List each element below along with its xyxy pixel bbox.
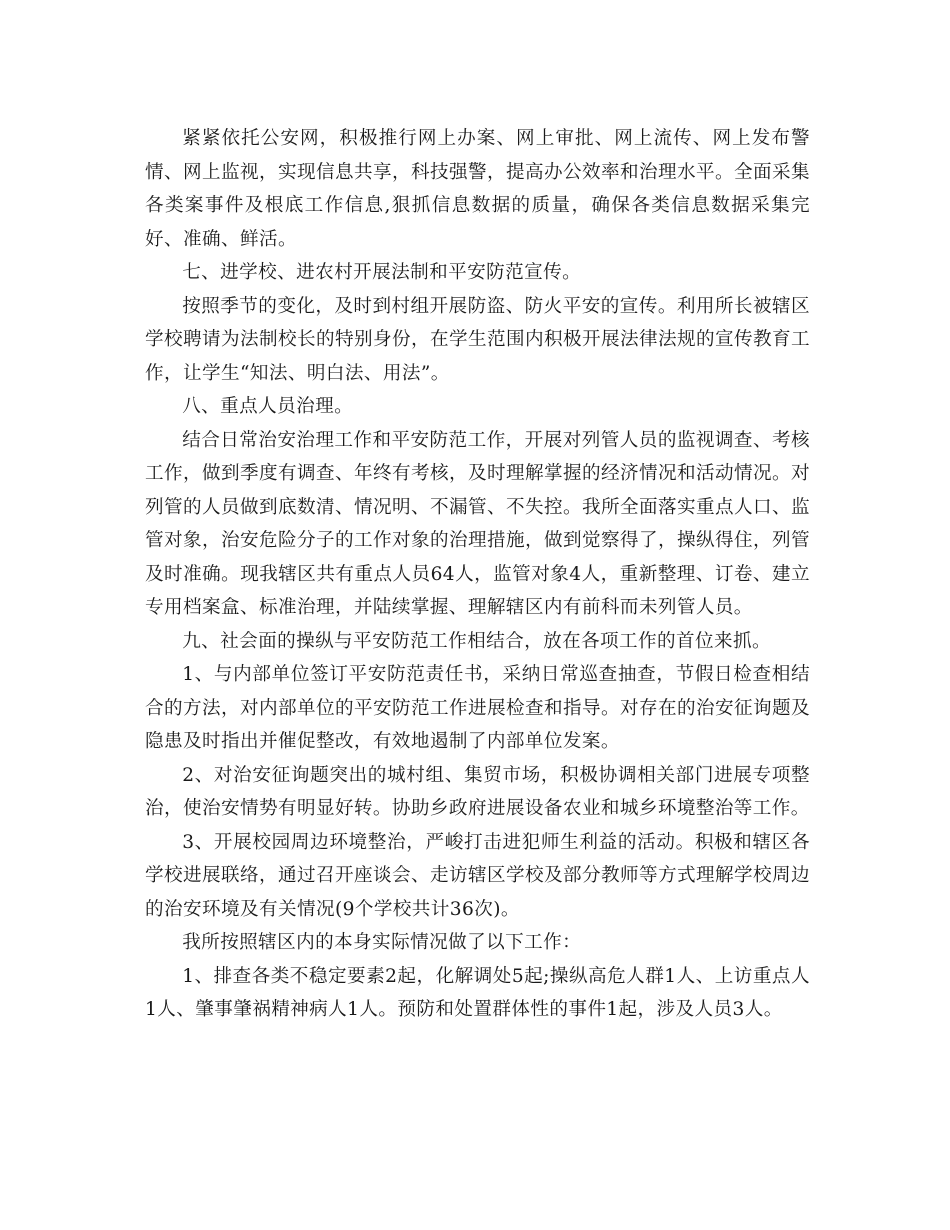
list-item-2: 2、对治安征询题突出的城村组、集贸市场，积极协调相关部门进展专项整治，使治安情势有明显好转。协助乡政府进展设备农业和城乡环境整治等工作。 <box>145 764 810 819</box>
list-item-3: 3、开展校园周边环境整治，严峻打击进犯师生利益的活动。积极和辖区各学校进展联络，通过召开座谈会、走访辖区学校及部分教师等方式理解学校周边的治安环境及有关情况(9个学校共计36次)。 <box>145 831 810 920</box>
document-body <box>145 122 810 1027</box>
section-heading-7: 七、进学校、进农村开展法制和平安防范宣传。 <box>182 262 582 283</box>
section-heading-8: 八、重点人员治理。 <box>182 396 354 417</box>
work-list-item-1: 1、排查各类不稳定要素2起，化解调处5起;操纵高危人群1人、上访重点人1人、肇事肇祸精神病人1人。预防和处置群体性的事件1起，涉及人员3人。 <box>145 965 810 1020</box>
section-heading-9: 九、社会面的操纵与平安防范工作相结合，放在各项工作的首位来抓。 <box>182 630 771 652</box>
paragraph-1: 紧紧依托公安网，积极推行网上办案、网上审批、网上流传、网上发布警情、网上监视，实现信息共享，科技强警，提高办公效率和治理水平。全面采集各类案事件及根底工作信息,狠抓信息数据的质量，确保各类信息数据采集完好、准确、鲜活。 <box>145 128 810 250</box>
list-item-1: 1、与内部单位签订平安防范责任书，采纳日常巡查抽查，节假日检查相结合的方法，对内部单位的平安防范工作进展检查和指导。对存在的治安征询题及隐患及时指出并催促整改，有效地遏制了内部单位发案。 <box>145 664 810 752</box>
paragraph-10: 我所按照辖区内的本身实际情况做了以下工作： <box>182 932 582 953</box>
paragraph-5: 结合日常治安治理工作和平安防范工作，开展对列管人员的监视调查、考核工作，做到季度有调查、年终有考核，及时理解掌握的经济情况和活动情况。对列管的人员做到底数清、情况明、不漏管、不失控。我所全面落实重点人口、监管对象，治安危险分子的工作对象的治理措施，做到觉察得了，操纵得住，列管及时准确。现我辖区共有重点人员64人，监管对象4人，重新整理、订卷、建立专用档案盒、标准治理，并陆续掌握、理解辖区内有前科而未列管人员。 <box>145 429 810 618</box>
paragraph-3: 按照季节的变化，及时到村组开展防盗、防火平安的宣传。利用所长被辖区学校聘请为法制校长的特别身份，在学生范围内积极开展法律法规的宣传教育工作，让学生“知法、明白法、用法”。 <box>145 295 810 384</box>
